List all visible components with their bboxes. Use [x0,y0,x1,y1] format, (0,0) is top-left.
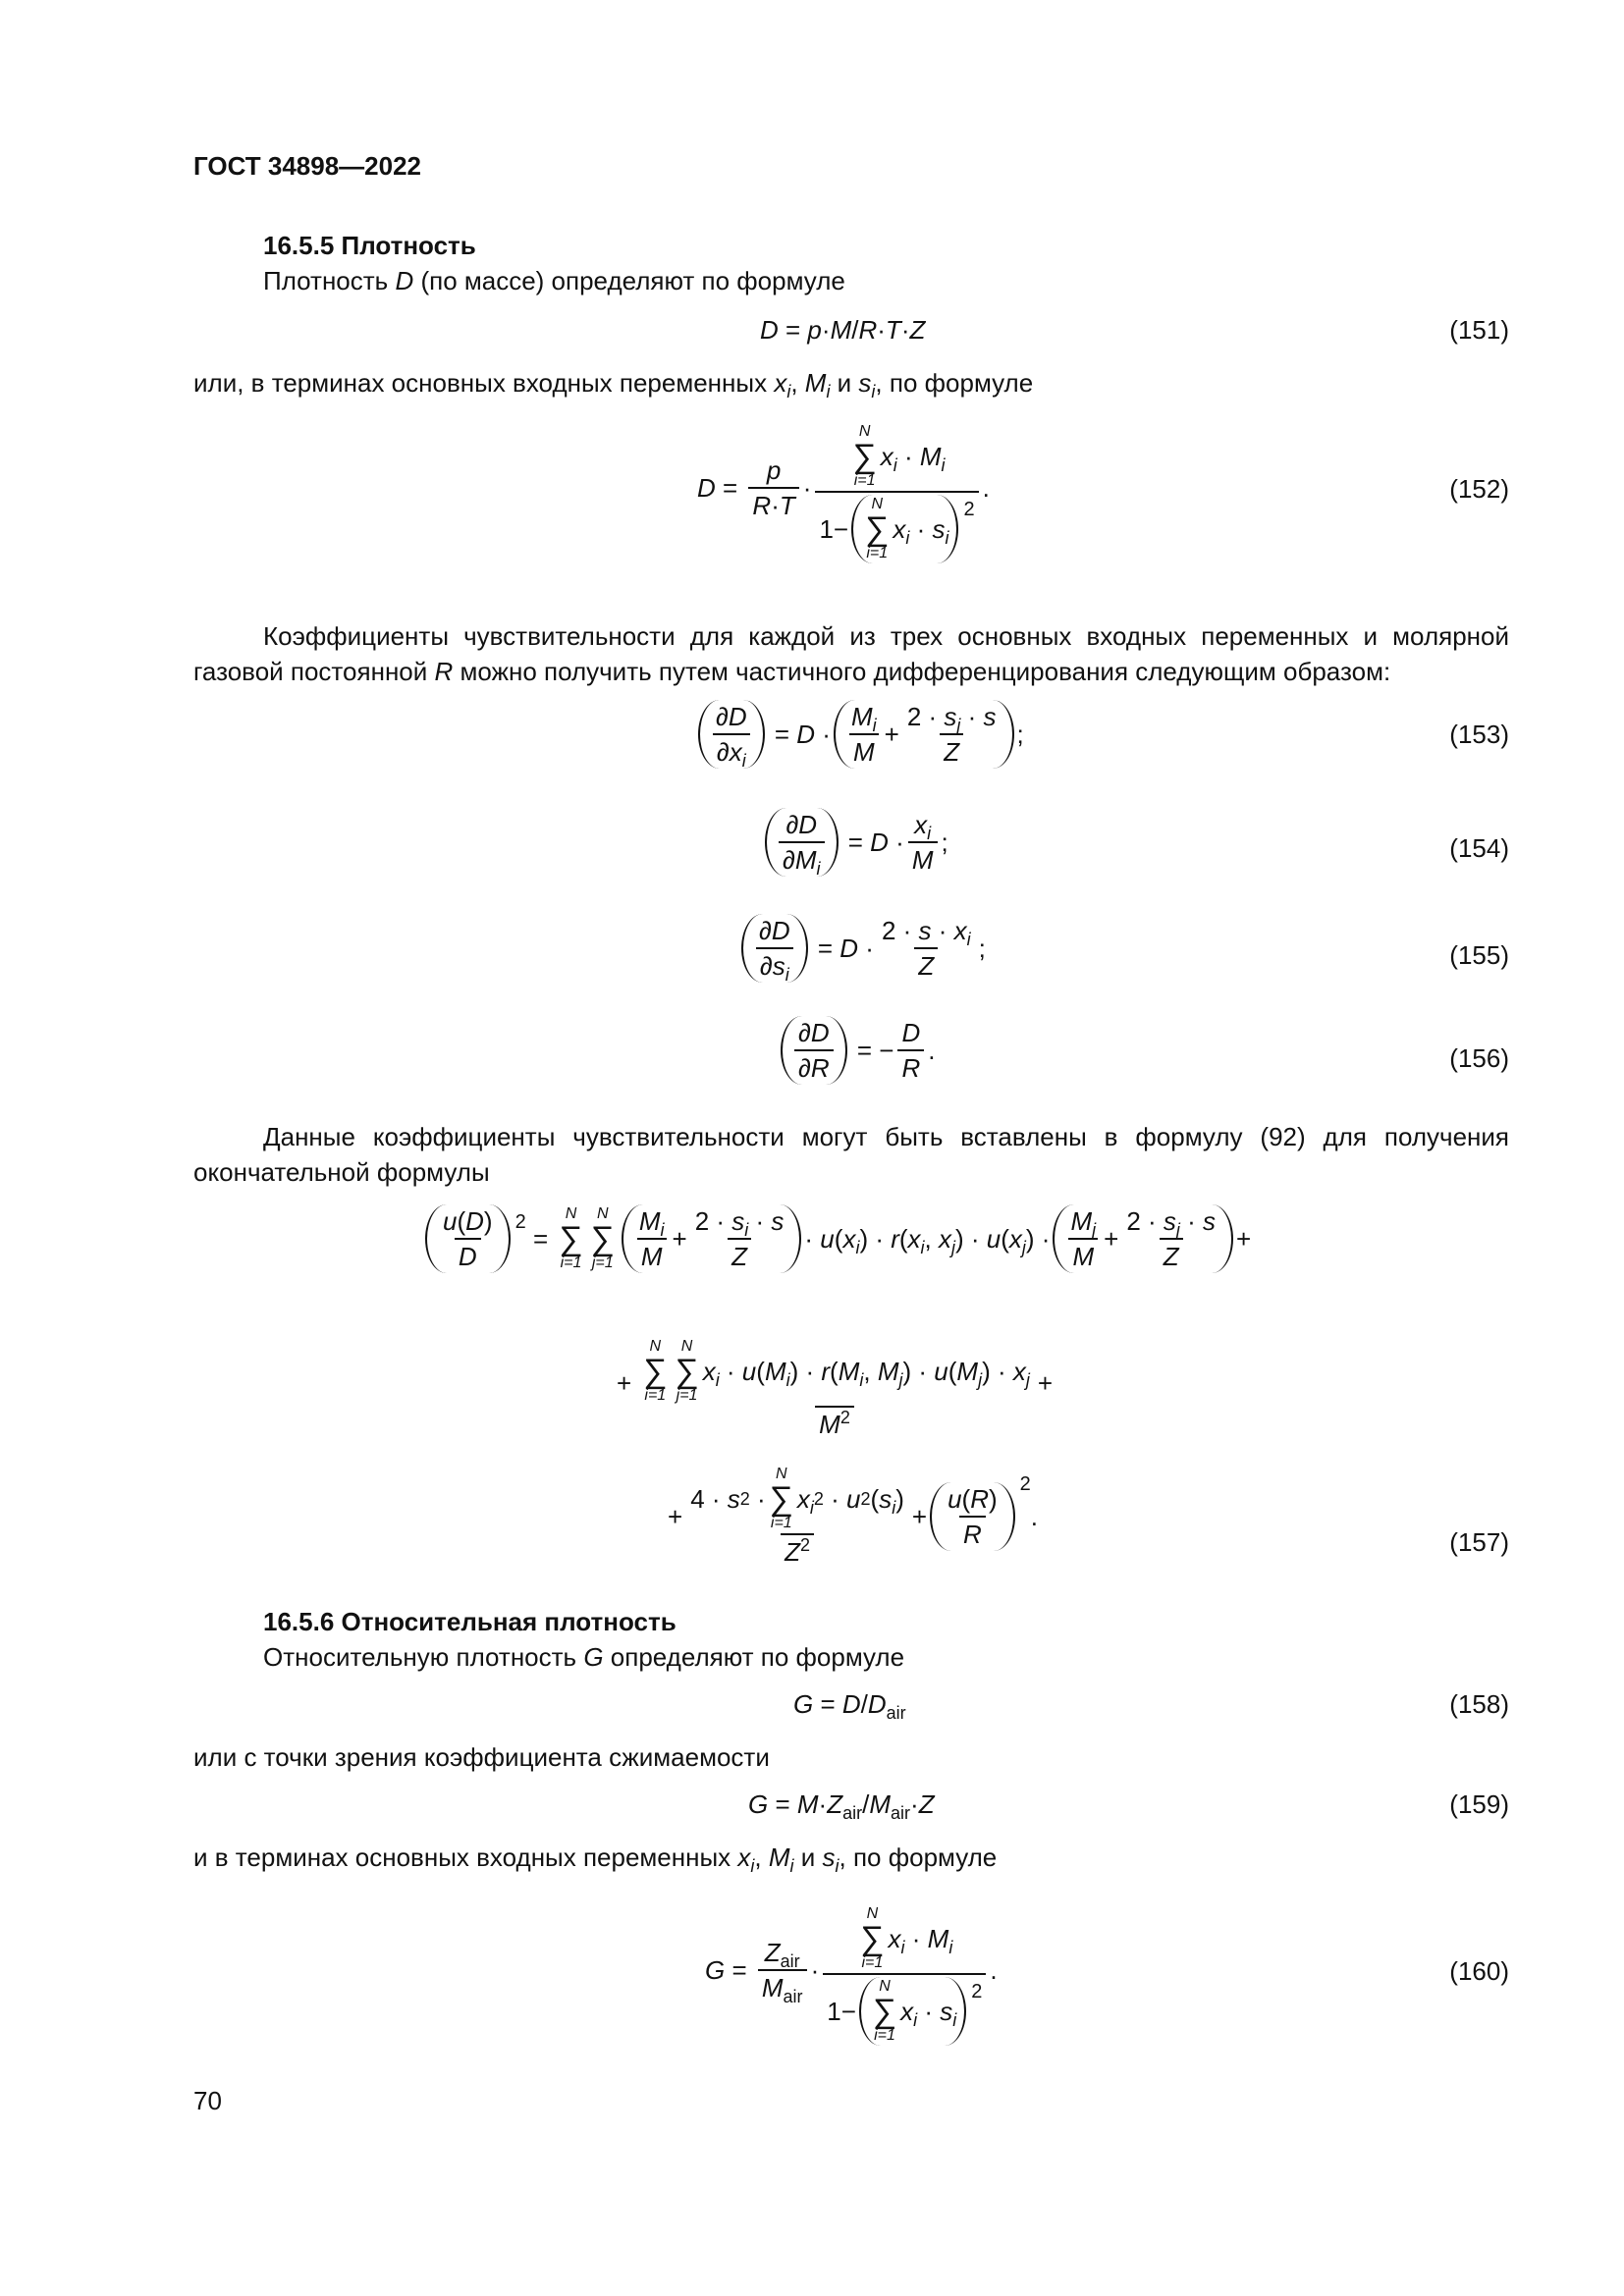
relative-intro: Относительную плотность G определяют по формуле [263,1642,905,1672]
equation-number-154: (154) [1449,833,1509,863]
coef-para-line2: газовой постоянной R можно получить путем частичного дифференцирования следующим образом: [193,657,1391,686]
equation-152: D = $\frac{p}{R\cdot T}$ · N ∑ i=1 $x_i$ · $M_i$ 1− N ∑ i=1 $x_i$ · $s_i$ 2 . [697,423,990,561]
section-heading-relative: 16.5.6 Относительная плотность [263,1607,677,1636]
equation-number-158: (158) [1449,1689,1509,1719]
equation-number-151: (151) [1449,315,1509,345]
equation-number-157: (157) [1449,1527,1509,1557]
compress-line: или с точки зрения коэффициента сжимаемости [193,1742,770,1772]
equation-number-152: (152) [1449,474,1509,504]
equation-155: $\frac{\partial D}{\partial s_i}$ = D · $\frac{2 \cdot s \cdot x_i}{Z}$ ; [738,913,986,983]
equation-156: $\frac{\partial D}{\partial R}$ = − $\frac{D}{R}$ . [778,1015,935,1085]
insert-para-line1: Данные коэффициенты чувствительности могут быть вставлены в формулу (92) для получения [263,1122,1509,1151]
equation-160: G = $\frac{Z_{air}}{M_{air}}$ · N ∑ i=1 $x_i$ · $M_i$ 1− N ∑ i=1 $x_i$ · $s_i$ 2 . [705,1905,998,2044]
equation-number-155: (155) [1449,940,1509,970]
equation-number-159: (159) [1449,1789,1509,1819]
density-terms-line: или, в терминах основных входных переменных $x_i$, $M_i$ и $s_i$, по формуле [193,368,1034,401]
equation-158: $G = D/D_{air}$ [793,1689,906,1723]
equation-151: D = p·M/R·T·Z [760,315,926,345]
equation-number-153: (153) [1449,720,1509,749]
equation-157-line1: $\frac{u(D)}{D}$ 2 = N ∑ i=1 N ∑ j=1 $\frac{M_i}{M}$ + $\frac{2 \cdot s_i \cdot s}{Z}$ · u ( $x_i$ ) · r ( $x_i$ , $x_j$ ) · u ( $x_j$ ) · $\frac{M_j}{M}$ + $\frac{2 \cdot s_j \cdot s}{Z}$ + [422,1203,1251,1273]
equation-154: $\frac{\partial D}{\partial M_i}$ = D · $\frac{x_i}{M}$ ; [762,807,948,877]
document-header: ГОСТ 34898—2022 [193,151,421,181]
equation-159: $G = M\cdot Z_{air}/M_{air}\cdot Z$ [748,1789,935,1823]
equation-number-160: (160) [1449,1956,1509,1986]
section-heading-density: 16.5.5 Плотность [263,231,476,260]
relative-terms-line: и в терминах основных входных переменных $x_i$, $M_i$ и $s_i$, по формуле [193,1842,998,1876]
equation-157-line2: + N ∑ i=1 N ∑ j=1 $x_i$ · u ( $M_i$ ) · r ( $M_i$ , $M_j$ ) · u ( $M_j$ ) · $x_j$ $M^2$ + [617,1338,1054,1439]
equation-number-156: (156) [1449,1043,1509,1073]
density-intro: Плотность D (по массе) определяют по формуле [263,266,845,295]
page-number: 70 [193,2086,222,2115]
insert-para-line2: окончательной формулы [193,1157,490,1187]
equation-157-line3: + 4 · s 2 · N ∑ i=1 $x_i$ 2 · u 2 ( $s_i$ ) $Z^2$ + $\frac{u(R)}{R}$ 2 . [668,1466,1039,1567]
equation-153: $\frac{\partial D}{\partial x_i}$ = D · $\frac{M_i}{M}$ + $\frac{2 \cdot s_j \cdot s}{Z}$ ; [695,699,1024,769]
coef-para-line1: Коэффициенты чувствительности для каждой из трех основных входных переменных и молярной [263,621,1509,651]
